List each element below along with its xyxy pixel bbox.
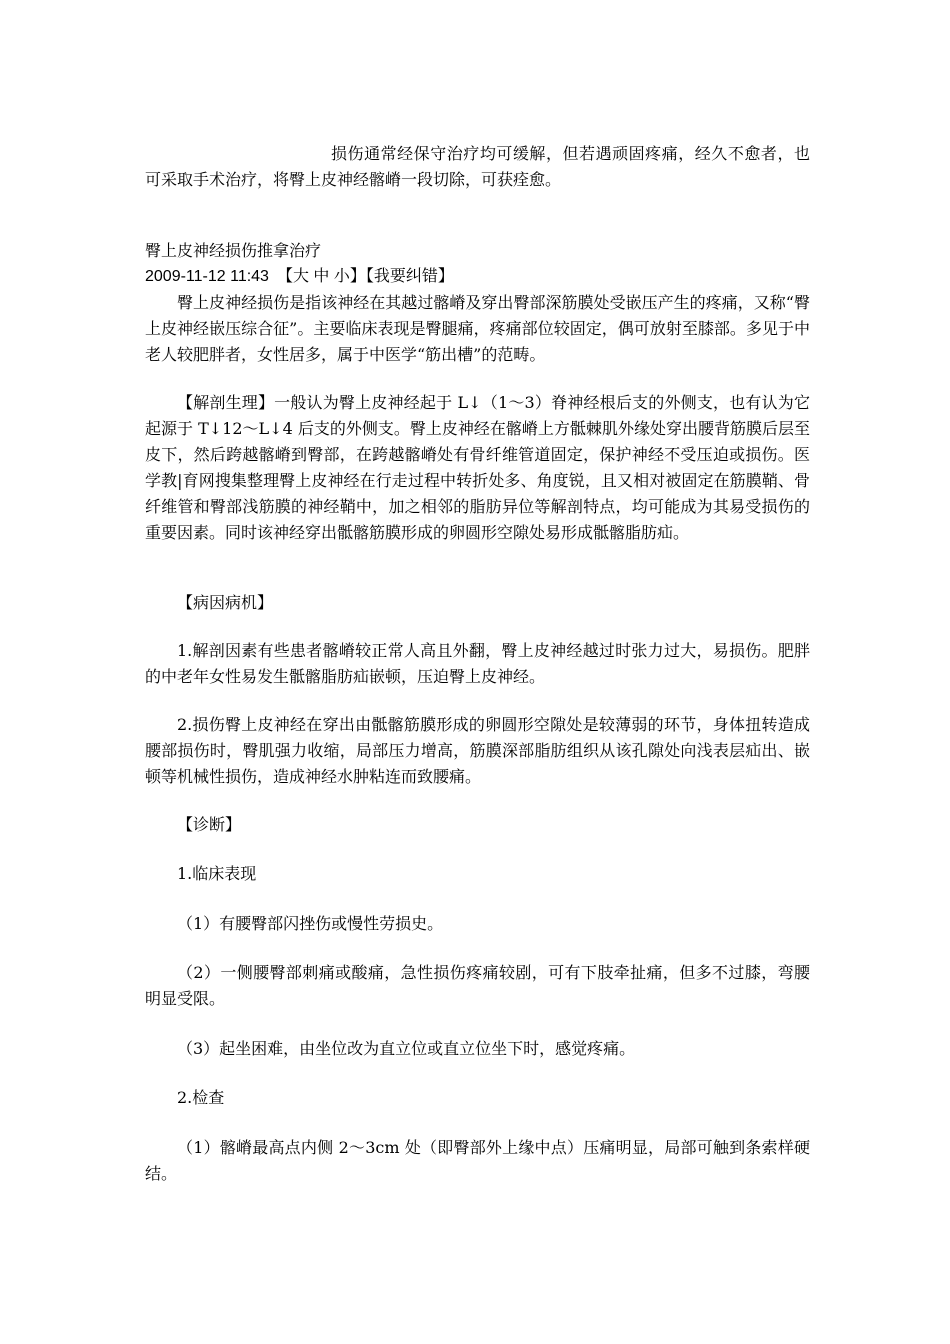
diagnosis-heading: 【诊断】	[177, 815, 242, 834]
etiology-item-1: 1.解剖因素有些患者髂嵴较正常人高且外翻，臀上皮神经越过时张力过大，易损伤。肥胖的中老年女性易发生骶髂脂肪疝嵌顿，压迫臀上皮神经。	[145, 641, 810, 686]
clinical-item-2: （2）一侧腰臀部刺痛或酸痛，急性损伤疼痛较剧，可有下肢牵扯痛，但多不过膝，弯腰明显受限。	[145, 963, 810, 1008]
clinical-item-1: （1）有腰臀部闪挫伤或慢性劳损史。	[177, 914, 444, 933]
overview-paragraph: 臀上皮神经损伤是指该神经在其越过髂嵴及穿出臀部深筋膜处受嵌压产生的疼痛，又称“臀上皮神经嵌压综合征”。主要临床表现是臀腿痛，疼痛部位较固定，偶可放射至膝部。多见于中老人较肥胖者，女性居多，属于中医学“筋出槽”的范畴。	[145, 293, 810, 364]
anatomy-paragraph: 【解剖生理】一般认为臀上皮神经起于 L↓（1～3）脊神经根后支的外侧支，也有认为它起源于 T↓12～L↓4 后支的外侧支。臀上皮神经在髂嵴上方骶棘肌外缘处穿出腰背筋膜后层至皮下，然后跨越髂嵴到臀部，在跨越髂嵴处有骨纤维管道固定，保护神经不受压迫或损伤。医学教|育网搜集整理臀上皮神经在行走过程中转折处多、角度锐，且又相对被固定在筋膜鞘、骨纤维管和臀部浅筋膜的神经鞘中，加之相邻的脂肪异位等解剖特点，均可能成为其易受损伤的重要因素。同时该神经穿出骶髂筋膜形成的卵圆形空隙处易形成骶髂脂肪疝。	[145, 393, 810, 542]
etiology-heading: 【病因病机】	[177, 593, 274, 612]
clinical-item-3: （3）起坐困难，由坐位改为直立位或直立位坐下时，感觉疼痛。	[177, 1039, 636, 1058]
exam-heading: 2.检查	[177, 1088, 225, 1107]
clinical-heading: 1.临床表现	[177, 864, 257, 883]
article-title: 臀上皮神经损伤推拿治疗	[145, 241, 322, 260]
etiology-item-2: 2.损伤臀上皮神经在穿出由骶髂筋膜形成的卵圆形空隙处是较薄弱的环节，身体扭转造成腰部损伤时，臀肌强力收缩，局部压力增高，筋膜深部脂肪组织从该孔隙处向浅表层疝出、嵌顿等机械性损伤，造成神经水肿粘连而致腰痛。	[145, 715, 810, 786]
exam-item-1: （1）髂嵴最高点内侧 2～3cm 处（即臀部外上缘中点）压痛明显，局部可触到条索样硬结。	[145, 1138, 810, 1183]
intro-paragraph: 损伤通常经保守治疗均可缓解，但若遇顽固疼痛，经久不愈者，也可采取手术治疗，将臀上皮神经髂嵴一段切除，可获痊愈。	[145, 144, 810, 189]
article-meta: 2009-11-12 11:43 【大 中 小】【我要纠错】	[145, 268, 454, 285]
